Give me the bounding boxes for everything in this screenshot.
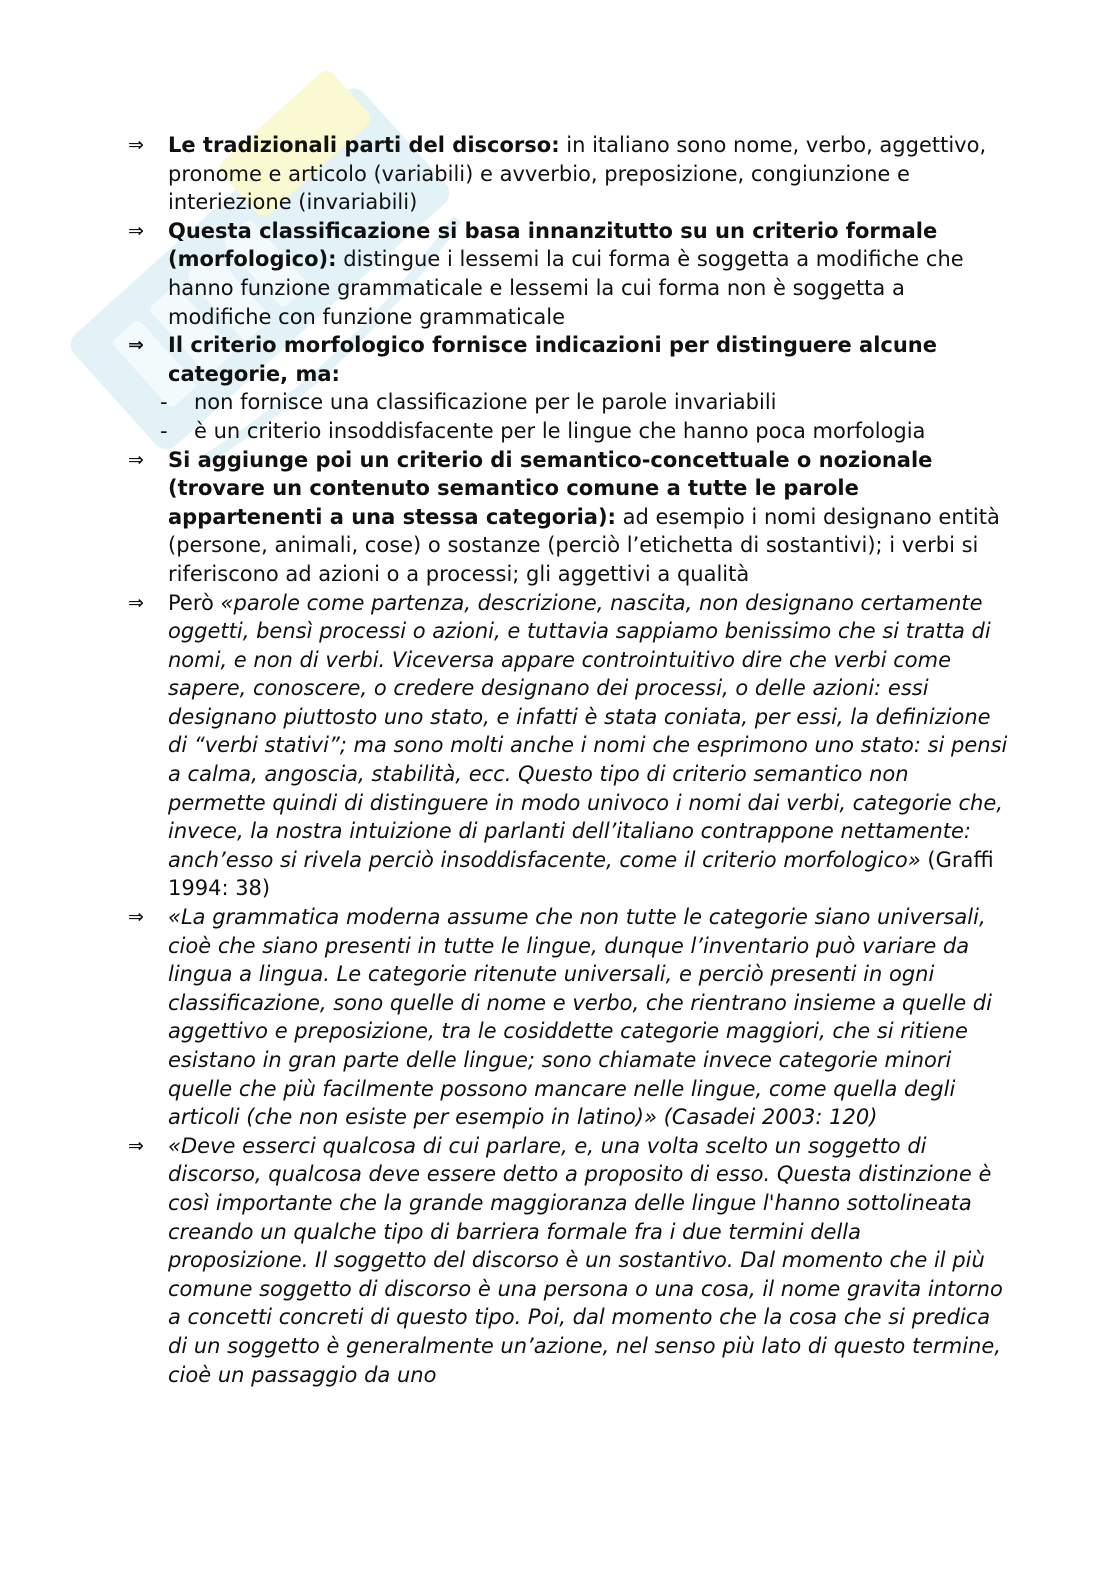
bullet-arrow-icon: ⇒ [128,1134,144,1157]
item-text: distingue i lessemi la cui forma è soggetta a modifiche che hanno funzione grammaticale e lessemi la cui forma non è soggetta a modifiche con funzione grammaticale [168,247,964,329]
bullet-arrow-icon: ⇒ [128,334,144,357]
bullet-arrow-icon: ⇒ [128,906,144,929]
sub-list-item [128,417,1008,446]
bullet-item [128,217,1008,331]
sub-list-item [128,388,1008,417]
bullet-item [128,589,1008,904]
item-text: in italiano sono nome, verbo, aggettivo, pronome e articolo (variabili) e avverbio, preposizione, congiunzione e interiezione (invariabili) [168,133,987,215]
item-citation: (Graffi 1994: 38) [168,847,994,901]
bullet-item [128,903,1008,1132]
bullet-arrow-icon: ⇒ [128,591,144,614]
bullet-arrow-icon: ⇒ [128,219,144,242]
bullet-item [128,131,1008,217]
bullet-arrow-icon: ⇒ [128,448,144,471]
bullet-item [128,446,1008,589]
item-lead: Le tradizionali parti del discorso: [168,133,560,157]
item-lead: Si aggiunge poi un criterio di semantico-concettuale o nozionale (trovare un contenuto semantico comune a tutte le parole appartenenti a una stessa categoria): [168,447,933,529]
item-text: ad esempio i nomi designano entità (persone, animali, cose) o sostanze (perciò l’etichetta di sostantivi); i verbi si riferiscono ad azioni o a processi; gli aggettivi a qualità [168,504,1000,586]
dash-bullet-icon: - [160,418,168,443]
item-quote: «parole come partenza, descrizione, nascita, non designano certamente oggetti, bensì processi o azioni, e tuttavia sappiamo benissimo che si tratta di nomi, e non di verbi. Viceversa appare controintuitivo dire che verbi come sapere, conoscere, o credere designano dei processi, o delle azioni: essi designano piuttosto uno stato, e infatti è stata coniata, per essi, la definizione di “verbi stativi”; ma sono molti anche i nomi che esprimono uno stato: si pensi a calma, angoscia, stabilità, ecc. Questo tipo di criterio semantico non permette quindi di distinguere in modo univoco i nomi dai verbi, categorie che, invece, la nostra intuizione di parlanti dell’italiano contrappone nettamente: anch’esso si rivela perciò insoddisfacente, come il criterio morfologico» [168,590,1008,872]
item-lead: Il criterio morfologico fornisce indicazioni per distinguere alcune categorie, ma: [168,333,938,386]
item-prefix: Però [168,590,221,615]
bullet-arrow-icon: ⇒ [128,134,144,156]
item-quote: «Deve esserci qualcosa di cui parlare, e, una volta scelto un soggetto di discorso, qualcosa deve essere detto a proposito di esso. Questa distinzione è così importante che la grande maggioranza delle lingue l'hanno sottolineata creando un qualche tipo di barriera formale fra i due termini della proposizione. Il soggetto del discorso è un sostantivo. Dal momento che il più comune soggetto di discorso è una persona o una cosa, il nome gravita intorno a concetti concreti di questo tipo. Poi, dal momento che la cosa che si predica di un soggetto è generalmente un’azione, nel senso più lato di questo termine, cioè un passaggio da uno [168,1133,1003,1387]
dash-bullet-icon: - [160,390,168,415]
sub-list [128,388,1008,445]
sub-item-text: è un criterio insoddisfacente per le lingue che hanno poca morfologia [194,418,926,443]
bullet-item [128,1132,1008,1389]
item-lead: Questa classificazione si basa innanzitutto su un criterio formale (morfologico): [168,218,938,272]
sub-item-text: non fornisce una classificazione per le parole invariabili [194,390,777,415]
document-body [128,131,1008,1389]
bullet-item [128,331,1008,388]
item-quote: «La grammatica moderna assume che non tutte le categorie siano universali, cioè che siano presenti in tutte le lingue, dunque l’inventario può variare da lingua a lingua. Le categorie ritenute universali, e perciò presenti in ogni classificazione, sono quelle di nome e verbo, che rientrano insieme a quelle di aggettivo e preposizione, tra le cosiddette categorie maggiori, che si ritiene esistano in gran parte delle lingue; sono chiamate invece categorie minori quelle che più facilmente possono mancare nelle lingue, come quella degli articoli (che non esiste per esempio in latino)» (Casadei 2003: 120) [168,905,992,1130]
